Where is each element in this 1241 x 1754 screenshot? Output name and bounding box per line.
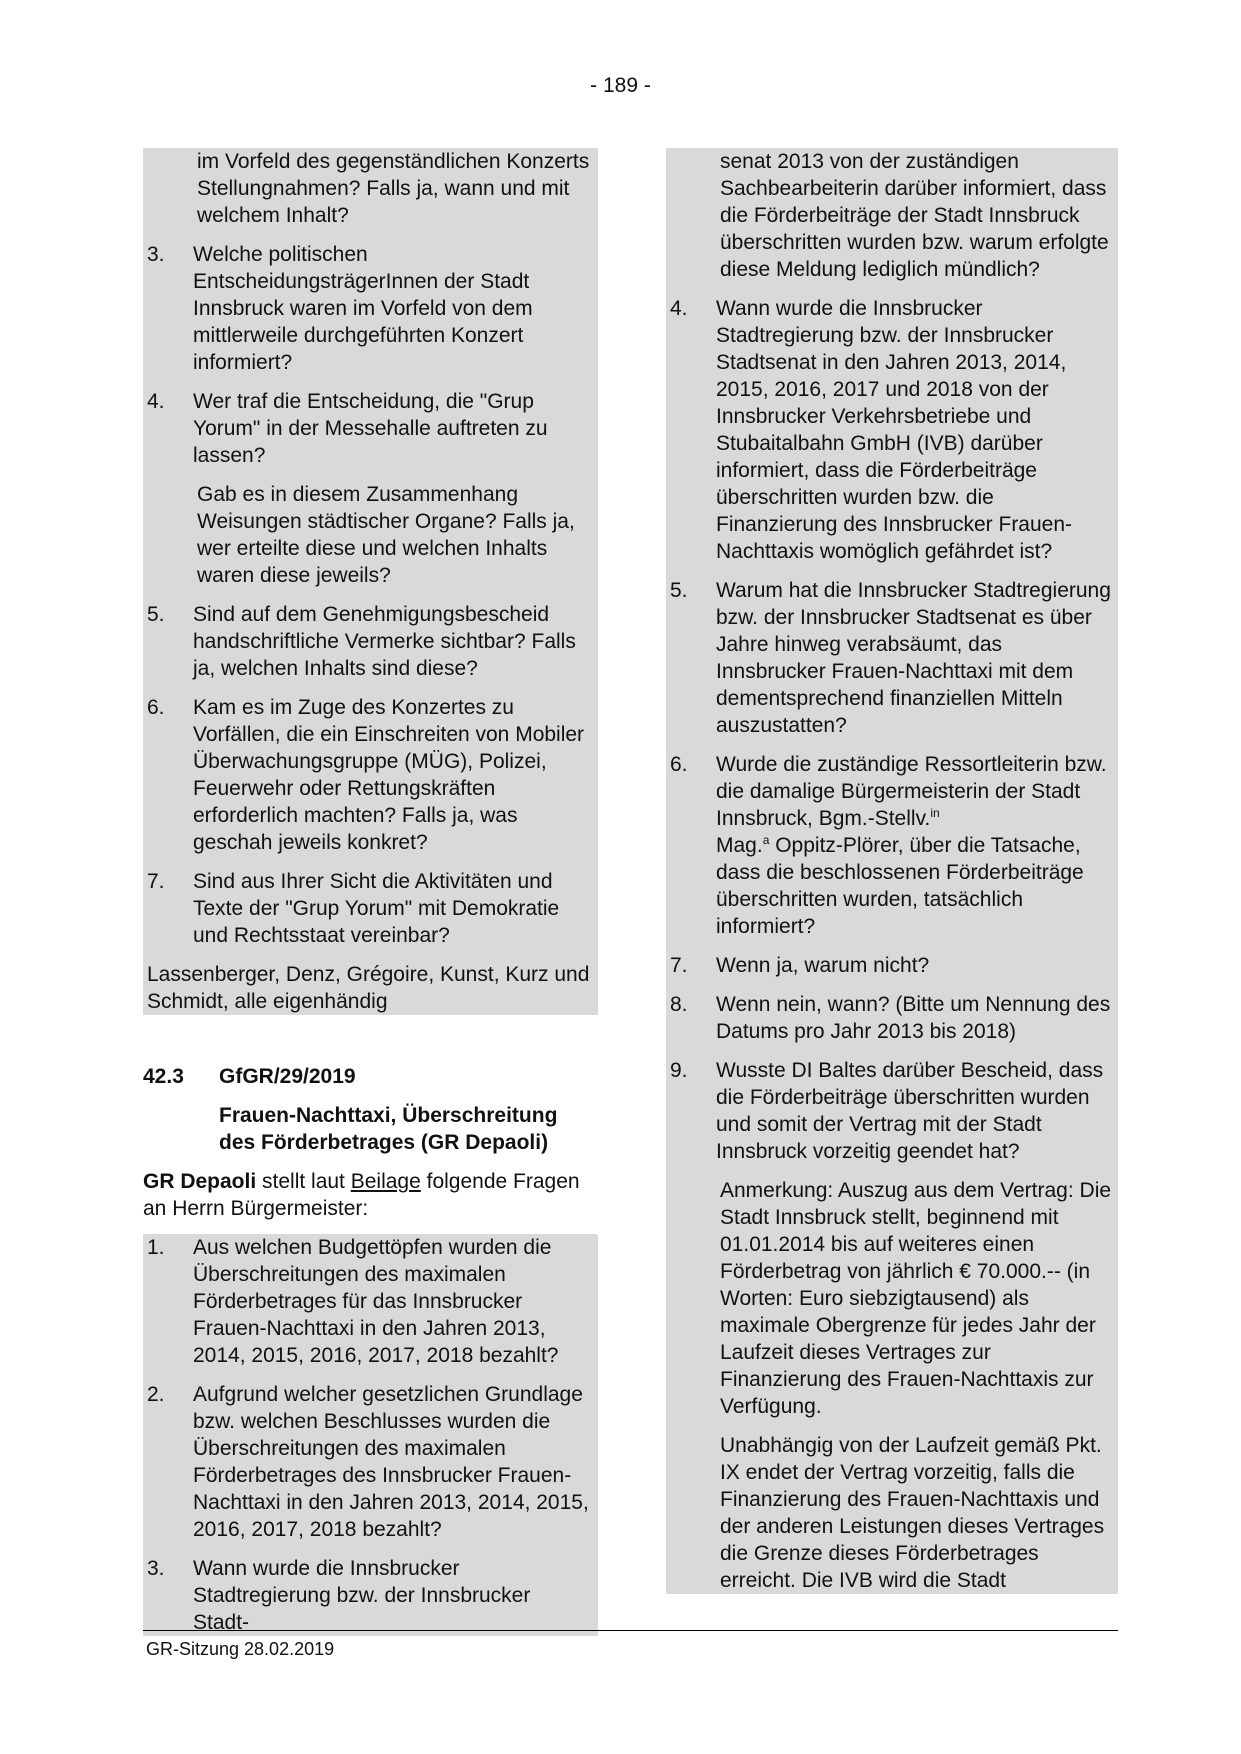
list-item: 1. Aus welchen Budgettöpfen wurden die Überschreitungen des maximalen Förderbetrages für das Innsbrucker Frauen-Nachttaxi in den Jahren 2013, 2014, 2015, 2016, 2017, 2018 bezahlt? <box>147 1236 559 1367</box>
list-item: 4. Wer traf die Entscheidung, die "Grup Yorum" in der Messehalle auftreten zu lassen? <box>147 390 548 467</box>
question-block-depaoli <box>143 1234 598 1636</box>
footer-divider <box>143 1630 1118 1631</box>
list-item: 2. Aufgrund welcher gesetzlichen Grundlage bzw. welchen Beschlusses wurden die Überschreitungen des maximalen Förderbetrages des Innsbrucker Frauen-Nachttaxi in den Jahren 2013, 2014, 2015, 2016, 2017, 2018 bezahlt? <box>147 1383 589 1541</box>
intro-name: GR Depaoli <box>143 1170 257 1193</box>
section-title: Frauen-Nachttaxi, Überschreitung des Förderbetrages (GR Depaoli) <box>219 1104 558 1154</box>
contract-note: Anmerkung: Auszug aus dem Vertrag: Die Stadt Innsbruck stellt, beginnend mit 01.01.2014 bis auf weiteres einen Förderbetrag von jährlich € 70.000.-- (in Worten: Euro siebzigtausend) als maximale Obergrenze für jedes Jahr der Laufzeit dieses Vertrages zur Finanzierung des Frauen-Nachttaxis zur Verfügung. <box>720 1179 1112 1418</box>
list-item: 3. Wann wurde die Innsbrucker Stadtregierung bzw. der Innsbrucker Stadt- <box>147 1557 531 1634</box>
section-heading <box>143 1063 598 1090</box>
list-item: 5. Warum hat die Innsbrucker Stadtregierung bzw. der Innsbrucker Stadtsenat es über Jahre hinweg verabsäumt, das Innsbrucker Frauen-Nachttaxi mit dem dementsprechend finanziellen Mitteln auszustatten? <box>670 579 1111 737</box>
list-item: 7. Sind aus Ihrer Sicht die Aktivitäten und Texte der "Grup Yorum" mit Demokratie und Rechtsstaat vereinbar? <box>147 870 560 947</box>
list-item: 8. Wenn nein, wann? (Bitte um Nennung des Datums pro Jahr 2013 bis 2018) <box>670 993 1111 1043</box>
sub-question-text: Gab es in diesem Zusammenhang Weisungen städtischer Organe? Falls ja, wer erteilte diese und welchen Inhalts waren diese jeweils? <box>197 483 575 587</box>
continued-question-text: senat 2013 von der zuständigen Sachbearbeiterin darüber informiert, dass die Förderbeiträge der Stadt Innsbruck überschritten wurden bzw. warum erfolgte diese Meldung lediglich mündlich? <box>720 150 1109 281</box>
list-item: 9. Wusste DI Baltes darüber Bescheid, dass die Förderbeiträge überschritten wurden und somit der Vertrag mit der Stadt Innsbruck vorzeitig geendet hat? <box>670 1059 1104 1163</box>
signatures: Lassenberger, Denz, Grégoire, Kunst, Kurz und Schmidt, alle eigenhändig <box>147 963 590 1013</box>
footer-text: GR-Sitzung 28.02.2019 <box>146 1639 335 1659</box>
list-item: 3. Welche politischen EntscheidungsträgerInnen der Stadt Innsbruck waren im Vorfeld von dem mittlerweile durchgeführten Konzert informiert? <box>147 243 533 374</box>
list-item: 6. Kam es im Zuge des Konzertes zu Vorfällen, die ein Einschreiten von Mobiler Überwachungsgruppe (MÜG), Polizei, Feuerwehr oder Rettungskräften erforderlich machten? Falls ja, was geschah jeweils konkret? <box>147 696 585 854</box>
right-column <box>666 148 1118 1594</box>
section-code: GfGR/29/2019 <box>219 1065 356 1088</box>
left-column <box>143 148 598 1636</box>
contract-note-continued: Unabhängig von der Laufzeit gemäß Pkt. IX endet der Vertrag vorzeitig, falls die Finanzierung des Frauen-Nachttaxis und der anderen Leistungen dieses Vertrages die Grenze dieses Förderbetrages erreicht. Die IVB wird die Stadt <box>720 1434 1105 1592</box>
section-number: 42.3 <box>143 1065 184 1088</box>
list-item: 6. Wurde die zuständige Ressortleiterin bzw. die damalige Bürgermeisterin der Stadt Innsbruck, Bgm.-Stellv.$^{in}$ Mag.$^a$ Oppitz-Plörer, über die Tatsache, dass die beschlossenen Förderbeiträge überschritten wurden, tatsächlich informiert? <box>670 753 1107 938</box>
list-item: 5. Sind auf dem Genehmigungsbescheid handschriftliche Vermerke sichtbar? Falls ja, welchen Inhalts sind diese? <box>147 603 576 680</box>
list-item: 7. Wenn ja, warum nicht? <box>670 954 930 977</box>
list-item: 4. Wann wurde die Innsbrucker Stadtregierung bzw. der Innsbrucker Stadtsenat in den Jahren 2013, 2014, 2015, 2016, 2017 und 2018 von der Innsbrucker Verkehrsbetriebe und Stubaitalbahn GmbH (IVB) darüber informiert, dass die Förderbeiträge überschritten wurden bzw. die Finanzierung des Innsbrucker Frauen-Nachttaxis womöglich gefährdet ist? <box>670 297 1073 563</box>
beilage-link[interactable]: Beilage <box>350 1170 421 1193</box>
continued-question-text: im Vorfeld des gegenständlichen Konzerts Stellungnahmen? Falls ja, wann und mit welchem Inhalt? <box>197 150 590 227</box>
page-number: - 189 - <box>590 74 651 97</box>
intro-paragraph: GR Depaoli stellt laut Beilage folgende Fragen an Herrn Bürgermeister: <box>143 1170 580 1220</box>
question-block-continued <box>666 148 1118 1594</box>
question-block-previous <box>143 148 598 1015</box>
